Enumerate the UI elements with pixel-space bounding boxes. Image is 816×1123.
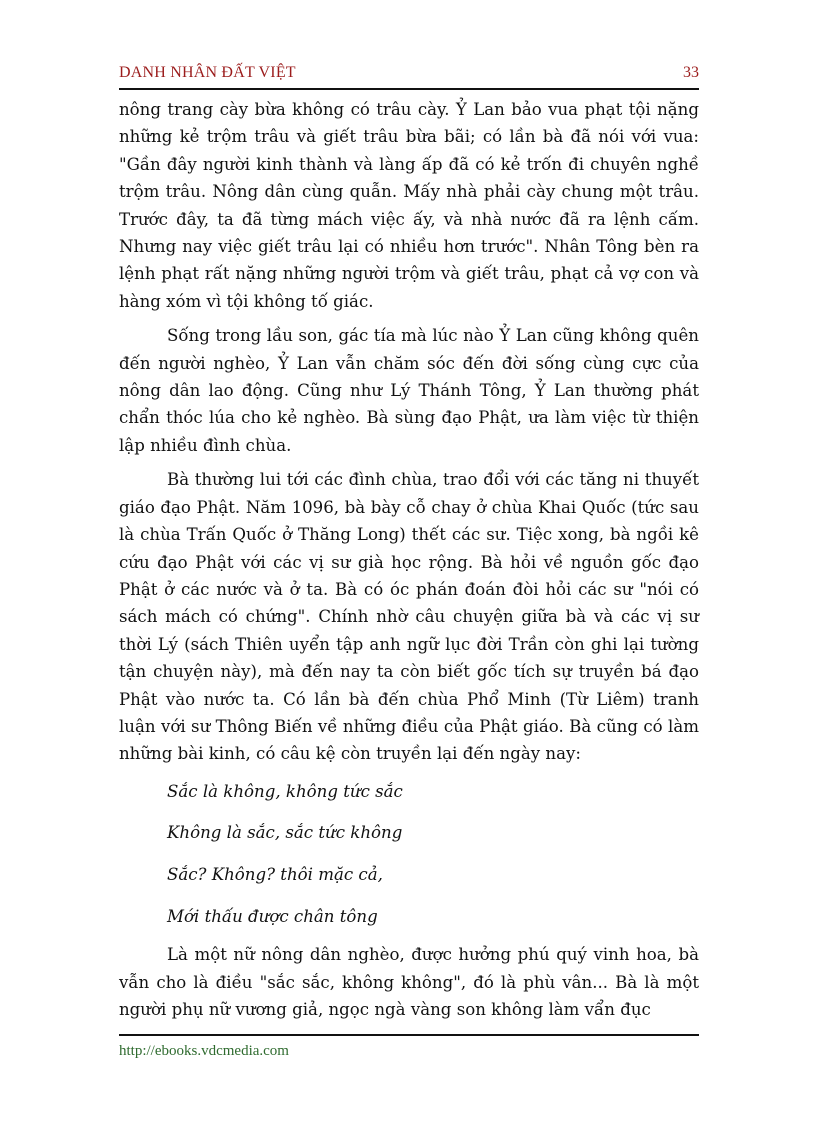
footer-url-link[interactable]: http://ebooks.vdcmedia.com [119, 1043, 289, 1059]
paragraph-4: Là một nữ nông dân nghèo, được hưởng phú quý vinh hoa, bà vẫn cho là điều "sắc sắc, không không", đó là phù vân... Bà là một người phụ nữ vương giả, ngọc ngà vàng son không làm vẩn đục [119, 945, 699, 1019]
header-divider [119, 88, 699, 90]
page-body [119, 96, 699, 1030]
paragraph-1: nông trang cày bừa không có trâu cày. Ỷ Lan bảo vua phạt tội nặng những kẻ trộm trâu và giết trâu bừa bãi; có lần bà đã nói với vua: "Gần đây người kinh thành và làng ấp đã có kẻ trốn đi chuyên nghề trộm trâu. Nông dân cùng quẫn. Mấy nhà phải cày chung một trâu. Trước đây, ta đã từng mách việc ấy, và nhà nước đã ra lệnh cấm. Nhưng nay việc giết trâu lại có nhiều hơn trước". Nhân Tông bèn ra lệnh phạt rất nặng những người trộm và giết trâu, phạt cả vợ con và hàng xóm vì tội không tố giác. [119, 100, 699, 311]
verse-line-2: Không là sắc, sắc tức không [167, 823, 403, 843]
page-number: 33 [683, 64, 699, 81]
verse-block [119, 775, 699, 934]
verse-line-1: Sắc là không, không tức sắc [167, 781, 403, 801]
paragraph-2: Sống trong lầu son, gác tía mà lúc nào Ỷ Lan cũng không quên đến người nghèo, Ỷ Lan vẫn chăm sóc đến đời sống cùng cực của nông dân lao động. Cũng như Lý Thánh Tông, Ỷ Lan thường phát chẩn thóc lúa cho kẻ nghèo. Bà sùng đạo Phật, ưa làm việc từ thiện lập nhiều đình chùa. [119, 326, 699, 455]
paragraph-3: Bà thường lui tới các đình chùa, trao đổi với các tăng ni thuyết giáo đạo Phật. Năm 1096, bà bày cỗ chay ở chùa Khai Quốc (tức sau là chùa Trấn Quốc ở Thăng Long) thết các sư. Tiệc xong, bà ngồi kê cứu đạo Phật với các vị sư già học rộng. Bà hỏi về nguồn gốc đạo Phật ở các nước và ở ta. Bà có óc phán đoán đòi hỏi các sư "nói có sách mách có chứng". Chính nhờ câu chuyện giữa bà và các vị sư thời Lý (sách Thiên uyển tập anh ngữ lục đời Trần còn ghi lại tường tận chuyện này), mà đến nay ta còn biết gốc tích sự truyền bá đạo Phật vào nước ta. Có lần bà đến chùa Phổ Minh (Từ Liêm) tranh luận với sư Thông Biến về những điều của Phật giáo. Bà cũng có làm những bài kinh, có câu kệ còn truyền lại đến ngày nay: [119, 470, 699, 764]
verse-line-3: Sắc? Không? thôi mặc cả, [167, 864, 383, 884]
page-header [119, 62, 699, 86]
footer-divider [119, 1034, 699, 1036]
verse-line-4: Mới thấu được chân tông [167, 906, 378, 926]
book-title: DANH NHÂN ĐẤT VIỆT [119, 64, 296, 81]
